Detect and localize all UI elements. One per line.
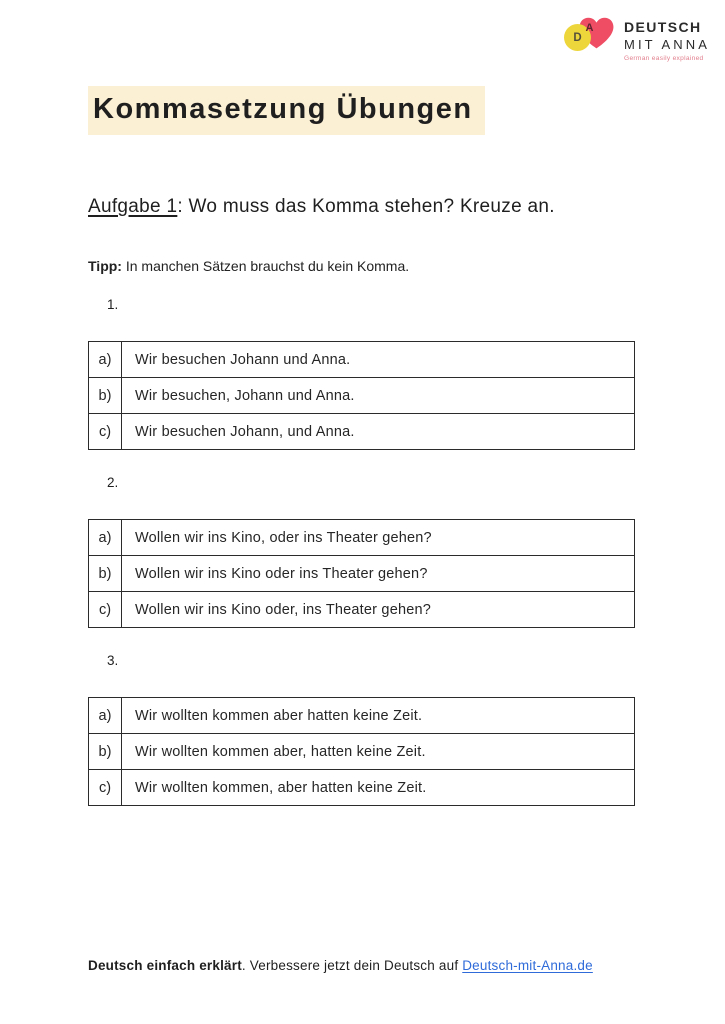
option-sentence: Wollen wir ins Kino oder ins Theater gehen? [122, 556, 635, 592]
option-letter[interactable]: b) [89, 734, 122, 770]
page-title-highlight: Kommasetzung Übungen [88, 86, 485, 135]
footer [88, 958, 593, 973]
brand-logo [564, 16, 710, 62]
footer-text: . Verbessere jetzt dein Deutsch auf [241, 958, 463, 973]
brand-name-line2: MIT ANNA [624, 37, 710, 52]
option-row[interactable] [89, 592, 635, 628]
option-row[interactable] [89, 520, 635, 556]
logo-mark [564, 16, 616, 58]
tip-text: In manchen Sätzen brauchst du kein Komma. [121, 258, 410, 274]
option-sentence: Wir besuchen Johann, und Anna. [122, 414, 635, 450]
tip-label: Tipp: [88, 258, 122, 274]
option-row[interactable] [89, 698, 635, 734]
logo-text [624, 16, 710, 62]
exercises [88, 297, 635, 831]
task-heading [88, 196, 555, 218]
option-letter[interactable]: b) [89, 556, 122, 592]
option-letter[interactable]: b) [89, 378, 122, 414]
option-sentence: Wir besuchen, Johann und Anna. [122, 378, 635, 414]
option-sentence: Wollen wir ins Kino, oder ins Theater gehen? [122, 520, 635, 556]
footer-slogan: Deutsch einfach erklärt [88, 958, 242, 973]
option-sentence: Wir wollten kommen aber, hatten keine Zeit. [122, 734, 635, 770]
exercise-block [88, 475, 635, 628]
options-table [88, 519, 635, 628]
option-row[interactable] [89, 556, 635, 592]
option-sentence: Wollen wir ins Kino oder, ins Theater gehen? [122, 592, 635, 628]
brand-name-line1: DEUTSCH [624, 19, 702, 35]
option-sentence: Wir wollten kommen, aber hatten keine Zeit. [122, 770, 635, 806]
options-table [88, 341, 635, 450]
logo-letter-d: D [573, 31, 582, 44]
option-letter[interactable]: a) [89, 342, 122, 378]
task-question: : Wo muss das Komma stehen? Kreuze an. [177, 196, 555, 217]
brand-tagline: German easily explained [624, 55, 704, 62]
option-sentence: Wir besuchen Johann und Anna. [122, 342, 635, 378]
tip-line [88, 258, 409, 274]
exercise-block [88, 653, 635, 806]
options-table [88, 697, 635, 806]
option-row[interactable] [89, 770, 635, 806]
option-letter[interactable]: c) [89, 770, 122, 806]
exercise-number: 3. [107, 653, 119, 668]
exercise-number: 1. [107, 297, 119, 312]
option-sentence: Wir wollten kommen aber hatten keine Zeit. [122, 698, 635, 734]
task-label: Aufgabe 1 [88, 196, 178, 217]
exercise-block [88, 297, 635, 450]
option-letter[interactable]: a) [89, 520, 122, 556]
page-title [88, 86, 485, 135]
logo-letter-a: A [585, 22, 594, 34]
option-row[interactable] [89, 734, 635, 770]
option-row[interactable] [89, 414, 635, 450]
option-letter[interactable]: c) [89, 414, 122, 450]
website-link[interactable]: Deutsch-mit-Anna.de [462, 958, 593, 973]
option-letter[interactable]: a) [89, 698, 122, 734]
exercise-number: 2. [107, 475, 119, 490]
option-row[interactable] [89, 342, 635, 378]
option-row[interactable] [89, 378, 635, 414]
option-letter[interactable]: c) [89, 592, 122, 628]
